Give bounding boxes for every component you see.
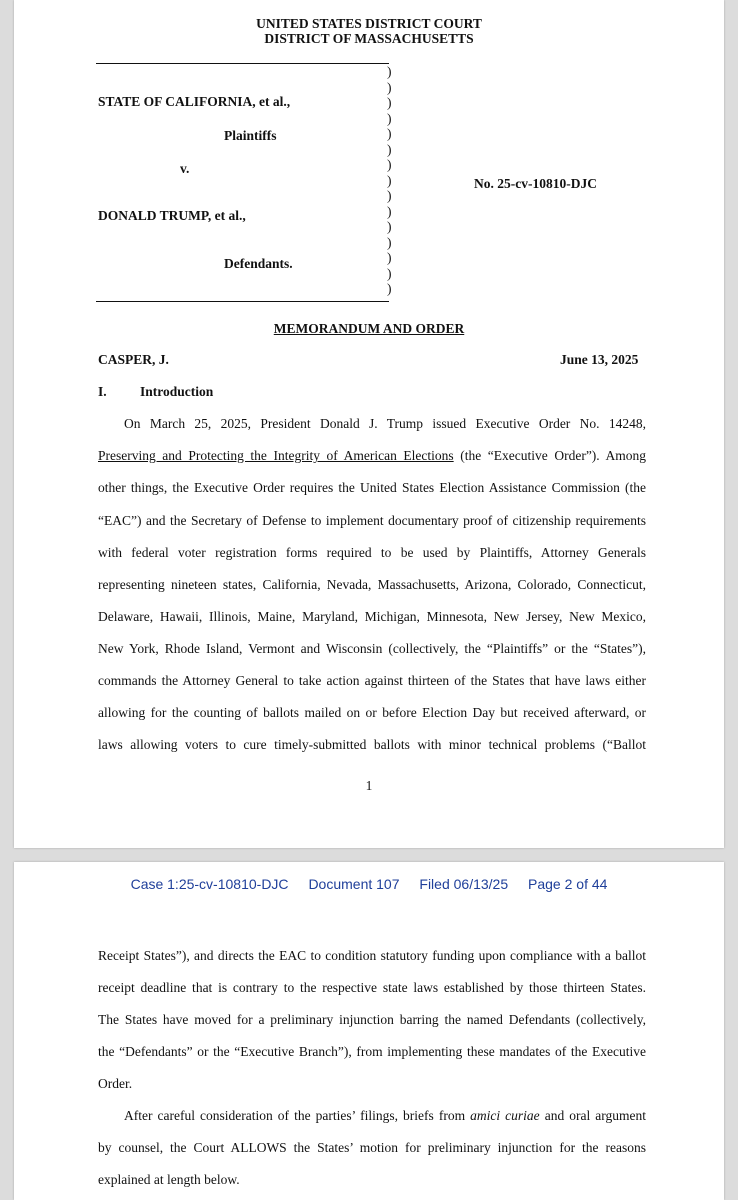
paragraph-line: receipt deadline that is contrary to the respective state laws established by those thirteen States. [98,980,646,995]
section-number: I. [98,384,107,399]
document-title: MEMORANDUM AND ORDER [273,321,465,336]
court-name: UNITED STATES DISTRICT COURT [256,16,482,31]
header-case: Case 1:25-cv-10810-DJC [130,876,289,892]
header-document: Document 107 [308,876,400,892]
paragraph-line: representing nineteen states, California, Nevada, Massachusetts, Arizona, Colorado, Connecticut, [98,577,646,592]
caption-paren: ) [387,250,392,265]
paragraph-fragment: After careful consideration of the parties’ filings, briefs from [124,1108,466,1123]
caption-paren: ) [387,188,392,203]
caption-paren: ) [387,265,392,281]
caption-paren: ) [387,110,392,126]
paragraph-line [98,448,646,464]
caption-defendants-label: Defendants. [224,256,293,271]
caption-plaintiffs-label: Plaintiffs [224,128,277,143]
caption-top-rule [96,63,389,64]
header-page: Page 2 of 44 [528,876,608,892]
paragraph-line: Delaware, Hawaii, Illinois, Maine, Maryland, Michigan, Minnesota, New Jersey, New Mexico, [98,609,646,624]
caption-paren: ) [387,281,392,296]
judge-name: CASPER, J. [98,352,169,367]
caption-bottom-rule [96,301,389,302]
caption-paren: ) [387,95,392,110]
caption-paren: ) [387,157,392,172]
caption-plaintiff: STATE OF CALIFORNIA, et al., [98,94,291,109]
paragraph-line: with federal voter registration forms required to be used by Plaintiffs, Attorney Generals [98,545,646,560]
caption-versus: v. [180,161,190,176]
paragraph-line: commands the Attorney General to take action against thirteen of the States that have laws either [98,673,646,688]
paragraph-line: other things, the Executive Order requires the United States Election Assistance Commission (the [98,480,646,495]
paragraph-line: explained at length below. [98,1172,240,1187]
paragraph-line: laws allowing voters to cure timely-submitted ballots with minor technical problems (“Ballot [98,737,646,752]
paragraph-line: allowing for the counting of ballots mailed on or before Election Day but received afterward, or [98,705,646,720]
header-filed: Filed 06/13/25 [419,876,509,892]
document-page-2 [14,862,724,1200]
paragraph-line [124,1108,646,1124]
paragraph-line: the “Defendants” or the “Executive Branch”), from implementing these mandates of the Executive [98,1044,646,1059]
caption-paren: ) [387,64,392,79]
paragraph-line: by counsel, the Court ALLOWS the States’ motion for preliminary injunction for the reasons [98,1140,646,1155]
caption-paren: ) [387,141,392,157]
caption-paren: ) [387,126,392,141]
paragraph-line: New York, Rhode Island, Vermont and Wisconsin (collectively, the “Plaintiffs” or the “States”), [98,641,646,656]
amici-curiae-term: amici curiae [470,1108,540,1123]
executive-order-title: Preserving and Protecting the Integrity of American Elections [98,448,454,463]
paragraph-fragment: (the “Executive Order”). Among [460,448,647,463]
court-district: DISTRICT OF MASSACHUSETTS [264,31,474,46]
caption-paren: ) [387,203,392,219]
paragraph-fragment: and oral argument [544,1108,647,1123]
caption-defendant: DONALD TRUMP, et al., [98,208,246,223]
page-number: 1 [365,778,373,793]
caption-paren: ) [387,79,392,95]
caption-paren: ) [387,219,392,234]
section-title: Introduction [140,384,214,399]
caption-paren-column [387,64,399,297]
document-page-1 [14,0,724,848]
paragraph-line: Receipt States”), and directs the EAC to condition statutory funding upon compliance with a ballot [98,948,646,963]
paragraph-line: On March 25, 2025, President Donald J. Trump issued Executive Order No. 14248, [124,416,646,431]
case-number: No. 25-cv-10810-DJC [474,176,597,191]
paragraph-line: The States have moved for a preliminary injunction barring the named Defendants (collectively, [98,1012,646,1027]
caption-paren: ) [387,172,392,188]
caption-paren: ) [387,234,392,250]
paragraph-line: Order. [98,1076,133,1091]
order-date: June 13, 2025 [560,352,639,367]
paragraph-line: “EAC”) and the Secretary of Defense to implement documentary proof of citizenship requirements [98,513,646,528]
ecf-header [14,876,724,892]
